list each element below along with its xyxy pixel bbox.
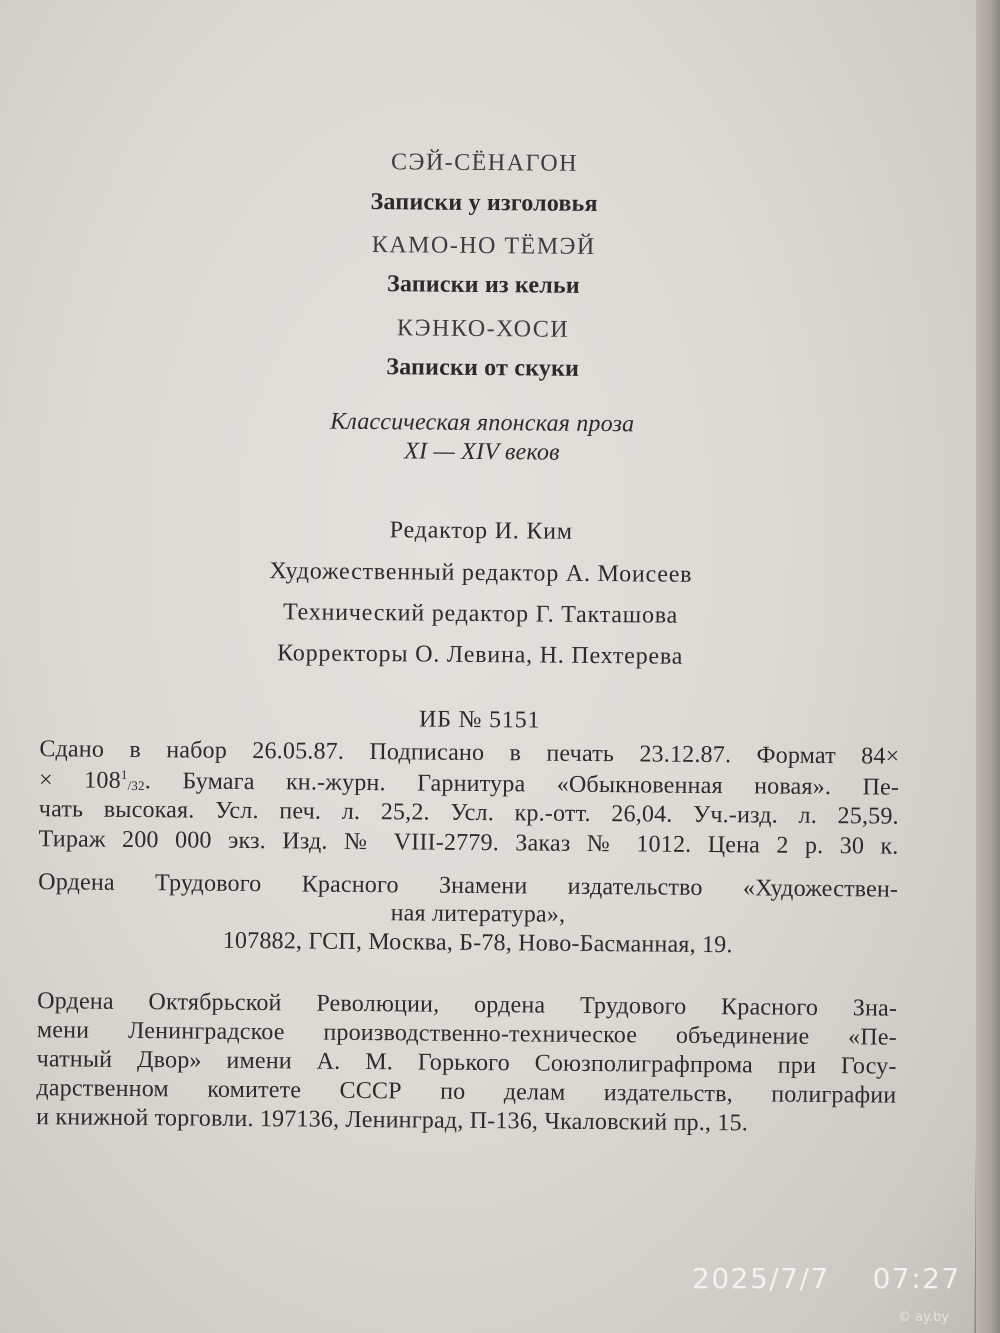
format-superscript: 1	[120, 766, 128, 782]
format-suffix: . Бумага кн.-журн. Гарнитура «Обыкновенная новая». Пе-	[144, 768, 900, 801]
printer-line: и книжной торговли. 197136, Ленинград, П-136, Чкаловский пр., 15.	[36, 1104, 749, 1137]
title-pillow-notes: Записки у изголовья	[370, 189, 598, 218]
timestamp-date: 2025/7/7	[692, 1262, 830, 1295]
publisher-address: 107882, ГСП, Москва, Б-78, Ново-Басманная, 19.	[222, 927, 733, 959]
credit-proofreaders: Корректоры О. Левина, Н. Пехтерева	[277, 640, 684, 670]
ib-number: ИБ № 5151	[418, 706, 541, 734]
publisher-line: ная литература»,	[390, 900, 566, 928]
author-kamo-no-chomei: КАМО-НО ТЁМЭЙ	[371, 232, 596, 260]
credit-editor: Редактор И. Ким	[389, 517, 573, 545]
printer-line: Ордена Октябрьской Революции, ордена Трудового Красного Зна-	[37, 988, 898, 1022]
printer-line: мени Ленинградское производственно-техническое объединение «Пе-	[36, 1017, 898, 1051]
format-prefix: × 108	[38, 767, 121, 794]
imprint-line: Тираж 200 000 экз. Изд. № VIII-2779. Заказ № 1012. Цена 2 р. 30 к.	[38, 826, 899, 860]
printer-line: чатный Двор» имени А. М. Горького Союзполиграфпрома при Госу-	[36, 1046, 897, 1080]
credit-art-editor: Художественный редактор А. Моисеев	[269, 558, 693, 588]
format-subscript: /32	[127, 777, 145, 794]
title-notes-from-cell: Записки из кельи	[386, 271, 580, 299]
timestamp-time: 07:27	[872, 1262, 961, 1295]
photo-timestamp	[692, 1262, 961, 1295]
printer-line: дарственном комитете СССР по делам издательств, полиграфии	[36, 1075, 897, 1109]
author-kenko-hoshi: КЭНКО-ХОСИ	[396, 315, 570, 343]
subtitle-line-2: XI — XIV веков	[404, 438, 560, 466]
credit-tech-editor: Технический редактор Г. Такташова	[282, 599, 679, 629]
title-notes-from-boredom: Записки от скуки	[386, 354, 580, 382]
publisher-line: Ордена Трудового Красного Знамени издательство «Художествен-	[38, 869, 899, 903]
watermark: © ay.by	[898, 1310, 950, 1325]
imprint-line: чать высокая. Усл. печ. л. 25,2. Усл. кр.-отт. 26,04. Уч.-изд. л. 25,59.	[38, 796, 899, 830]
author-sei-shonagon: СЭЙ-СЁНАГОН	[390, 149, 579, 177]
subtitle-line-1: Классическая японская проза	[330, 408, 635, 438]
imprint-line: Сдано в набор 26.05.87. Подписано в печать 23.12.87. Формат 84×	[39, 736, 900, 770]
page-edge	[976, 0, 1000, 1333]
